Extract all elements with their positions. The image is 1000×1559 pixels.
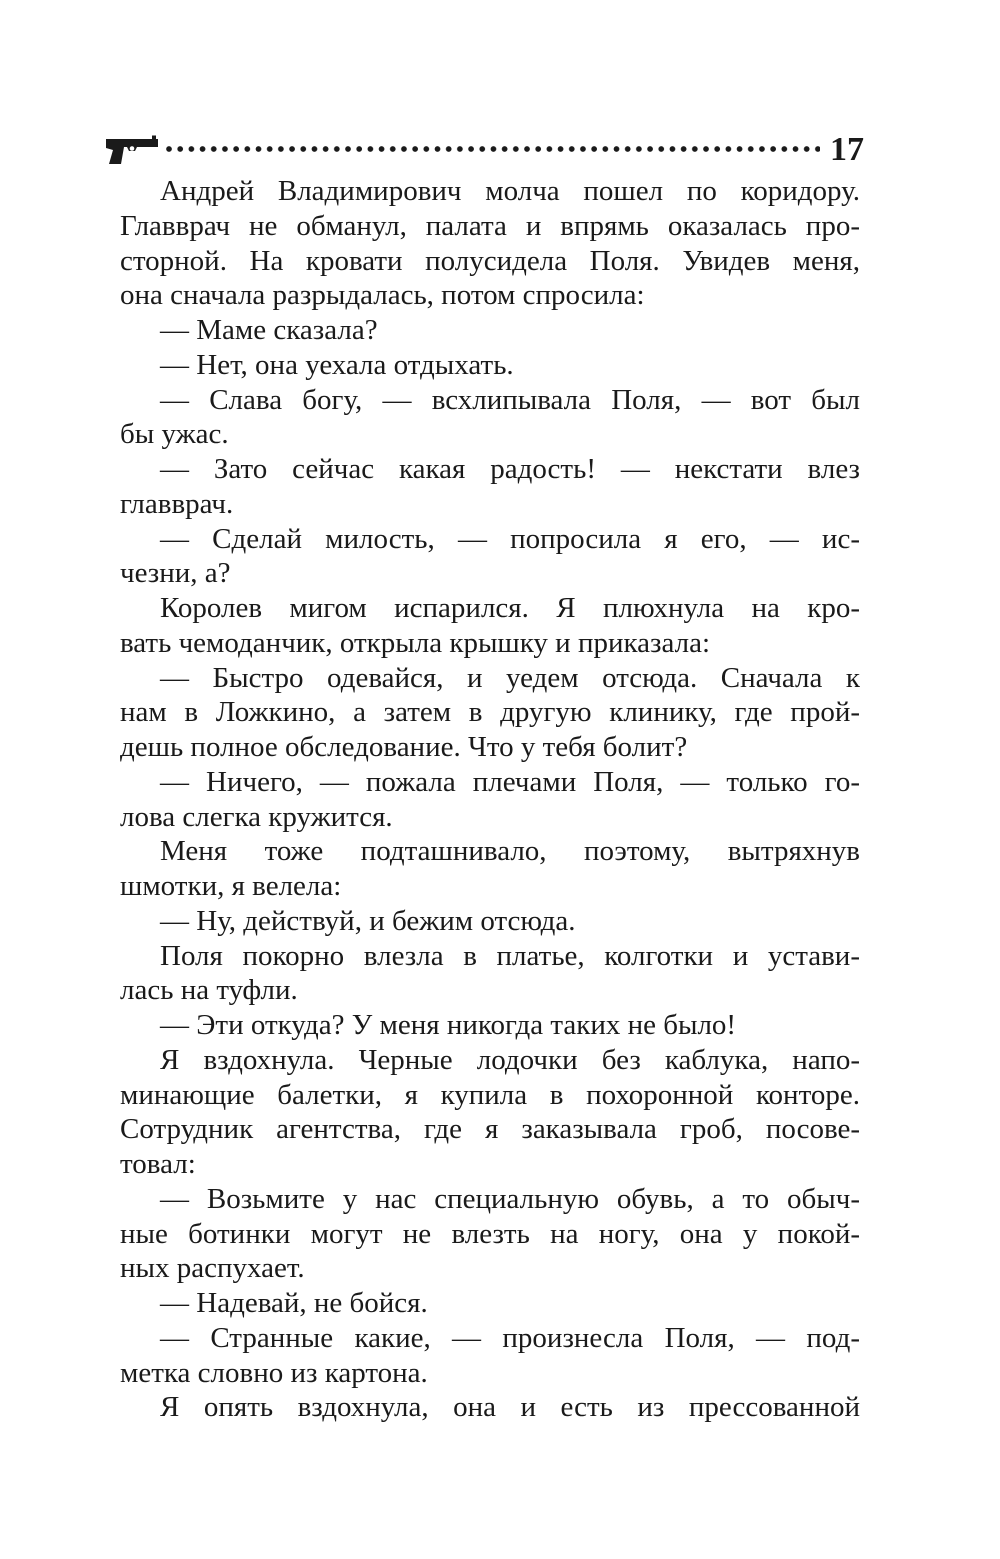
text-line: она сначала разрыдалась, потом спросила: bbox=[120, 279, 645, 312]
text-line: Меня тоже подташнивало, поэтому, вытряхнув bbox=[160, 835, 860, 868]
text-line: — Ну, действуй, и бежим отсюда. bbox=[160, 904, 576, 937]
text-line: — Возьмите у нас специальную обувь, а то обыч- bbox=[160, 1182, 860, 1215]
text-line: — Нет, она уехала отдыхать. bbox=[160, 348, 514, 381]
text-line: — Зато сейчас какая радость! — некстати влез bbox=[160, 453, 860, 485]
text-line: нам в Ложкино, а затем в другую клинику, где прой- bbox=[120, 696, 860, 729]
dotted-rule bbox=[166, 146, 820, 152]
text-line: Главврач не обманул, палата и впрямь оказалась про- bbox=[120, 209, 860, 242]
text-line: Андрей Владимирович молча пошел по коридору. bbox=[160, 175, 860, 207]
text-line: — Сделай милость, — попросила я его, — ис- bbox=[160, 522, 860, 555]
text-line: сторной. На кровати полусидела Поля. Увидев меня, bbox=[120, 244, 860, 277]
body-text bbox=[120, 174, 860, 1425]
text-line: чезни, а? bbox=[120, 557, 231, 590]
text-line: шмотки, я велела: bbox=[120, 870, 342, 902]
text-line: Я вздохнула. Черные лодочки без каблука, напо- bbox=[160, 1043, 860, 1076]
text-line: — Быстро одевайся, и уедем отсюда. Сначала к bbox=[160, 661, 860, 694]
text-line: метка словно из картона. bbox=[120, 1356, 428, 1389]
text-line: минающие балетки, я купила в похоронной конторе. bbox=[120, 1078, 860, 1111]
text-line: дешь полное обследование. Что у тебя болит? bbox=[120, 731, 688, 763]
text-line: лова слегка кружится. bbox=[120, 800, 393, 833]
text-line: — Надевай, не бойся. bbox=[160, 1287, 428, 1319]
text-line: — Слава богу, — всхлипывала Поля, — вот был bbox=[160, 383, 860, 416]
text-line: ные ботинки могут не влезть на ногу, она у покой- bbox=[120, 1217, 860, 1250]
text-line: бы ужас. bbox=[120, 418, 229, 451]
running-header bbox=[104, 130, 864, 174]
text-line: — Странные какие, — произнесла Поля, — под- bbox=[160, 1321, 860, 1354]
text-line: Я опять вздохнула, она и есть из прессованной bbox=[160, 1391, 860, 1424]
text-line: Поля покорно влезла в платье, колготки и устави- bbox=[160, 939, 860, 972]
text-line: Сотрудник агентства, где я заказывала гроб, посове- bbox=[120, 1113, 860, 1146]
text-line: главврач. bbox=[120, 487, 234, 520]
revolver-icon bbox=[104, 134, 160, 166]
text-line: — Маме сказала? bbox=[160, 314, 378, 346]
text-line: лась на туфли. bbox=[120, 974, 298, 1007]
text-line: вать чемоданчик, открыла крышку и приказала: bbox=[120, 626, 710, 659]
text-line: Королев мигом испарился. Я плюхнула на кро- bbox=[160, 592, 860, 624]
text-line: — Эти откуда? У меня никогда таких не было! bbox=[160, 1009, 737, 1041]
page-number: 17 bbox=[830, 131, 864, 168]
text-line: товал: bbox=[120, 1148, 196, 1180]
text-line: ных распухает. bbox=[120, 1252, 305, 1285]
text-line: — Ничего, — пожала плечами Поля, — только го- bbox=[160, 765, 860, 798]
